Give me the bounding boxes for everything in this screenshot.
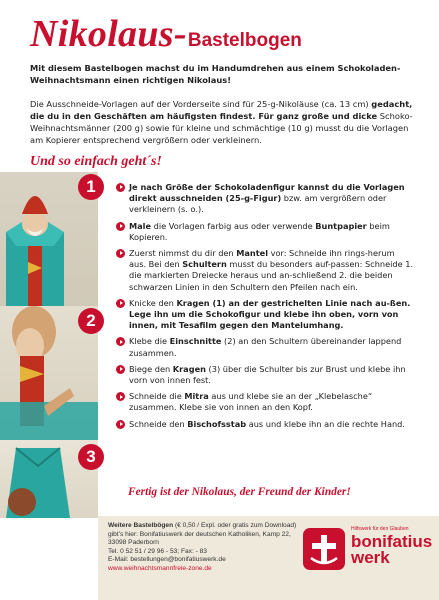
step-text-bold: Mantel — [236, 248, 269, 259]
arrow-bullet-icon — [116, 420, 125, 429]
list-item — [116, 419, 414, 430]
title-main: Nikolaus- — [30, 13, 187, 55]
logo-tagline: Hilfswerk für den Glauben — [351, 526, 409, 532]
arrow-bullet-icon — [116, 299, 125, 308]
list-item — [116, 221, 414, 243]
intro-part-bold: gedacht, die du in den Geschäften am häufigsten findest. Für ganz große und dicke — [30, 99, 413, 121]
step-text: die Vorlagen farbig aus oder verwende — [151, 220, 316, 231]
step-text-bold: Kragen (1) — [176, 297, 226, 308]
footer-website-link[interactable]: www.weihnachtsmannfreie-zone.de — [108, 564, 212, 572]
step-text-bold: an der gestrichelten Linie nach au-ßen. Lege ihn um die Schokofigur und klebe ihn oben, vorn von innen, mit Tesafilm gegen den Mantelumhang. — [129, 297, 411, 331]
step-text: Zuerst nimmst du dir den — [129, 248, 237, 259]
step-text: vor: Schneide ihn rings-herum aus. Bei den — [129, 248, 395, 270]
step-text-bold: Bischofsstab — [187, 418, 247, 429]
list-item — [116, 391, 414, 413]
intro-part-1: Die Ausschneide-Vorlagen auf der Vorderseite sind für 25-g-Nikoläuse (ca. 13 cm) — [30, 99, 372, 109]
page-title — [30, 12, 302, 56]
step-text-bold: Mitra — [184, 391, 209, 402]
list-item — [116, 364, 414, 386]
bonifatiuswerk-logo — [303, 524, 433, 582]
step-text-bold: Buntpapier — [315, 220, 367, 231]
step-text: (3) über die Schulter bis zur Brust und klebe ihn vorn von innen fest. — [129, 363, 406, 386]
list-item — [116, 248, 414, 293]
step-text: beim Kopieren. — [129, 220, 390, 242]
step-text: Schneide den — [129, 418, 188, 429]
step-text: aus und klebe ihn an die rechte Hand. — [246, 418, 405, 429]
logo-name-line-2: werk — [351, 548, 390, 567]
cross-emblem-icon — [303, 528, 345, 570]
intro-bold: Mit diesem Bastelbogen machst du im Handumdrehen aus einem Schokoladen-Weihnachtsmann einen richtigen Nikolaus! — [30, 63, 401, 85]
step-text-bold: Je nach Größe der Schokoladenfigur kannst du die Vorlagen direkt ausschneiden (25-g-Figur) — [129, 182, 405, 204]
list-item — [116, 298, 414, 332]
intro-text — [30, 98, 418, 146]
footer-address: (€ 0,50 / Expl. oder gratis zum Download) gibt’s hier: Bonifatiuswerk der deutschen Katholiken, Kamp 22, 33098 Paderborn — [108, 522, 297, 547]
step-text-bold: Male — [129, 220, 152, 231]
title-sub: Bastelbogen — [187, 30, 302, 51]
footer-contact — [108, 522, 308, 574]
section-heading: Und so einfach geht´s! — [30, 154, 162, 169]
footer — [98, 516, 439, 600]
step-number-2: 2 — [78, 308, 104, 334]
step-text: bzw. am vergrößern oder verkleinern (s. o.). — [129, 193, 387, 215]
step-text-bold: Schultern — [182, 259, 227, 270]
step-text: Schneide die — [129, 391, 185, 402]
step-text-bold: Einschnitte — [169, 336, 222, 347]
step-text-bold: Kragen — [172, 363, 206, 374]
footer-heading: Weitere Bastelbögen — [108, 522, 174, 529]
footer-phone: Tel. 0 52 51 / 29 96 - 53; Fax: - 83 — [108, 547, 207, 555]
logo-name-line-1: bonifatius — [351, 532, 433, 551]
list-item — [116, 336, 414, 358]
closing-line: Fertig ist der Nikolaus, der Freund der Kinder! — [128, 486, 351, 498]
step-text: (2) an den Schultern übereinander lappend zusammen. — [129, 336, 402, 358]
instruction-list — [116, 182, 414, 435]
step-number-1: 1 — [78, 174, 104, 200]
logo-wordmark — [351, 534, 432, 566]
arrow-bullet-icon — [116, 365, 125, 374]
arrow-bullet-icon — [116, 337, 125, 346]
step-text: aus und klebe sie an der „Klebelasche“ zusammen. Klebe sie von innen an den Kopf. — [129, 391, 373, 413]
footer-email[interactable]: E-Mail: bestellungen@bonifatiuswerk.de — [108, 556, 226, 564]
step-text: musst du besonders auf-passen: Schneide 1. die markierten Dreiecke heraus und an-schließend 2. die beiden schwarzen Linien in den Schultern den Pfeilen nach ein. — [129, 259, 414, 292]
arrow-bullet-icon — [116, 249, 125, 258]
arrow-bullet-icon — [116, 183, 125, 192]
step-text: Klebe die — [129, 336, 170, 347]
step-number-3: 3 — [78, 444, 104, 470]
step-text: Knicke den — [129, 297, 177, 308]
arrow-bullet-icon — [116, 222, 125, 231]
list-item — [116, 182, 414, 216]
arrow-bullet-icon — [116, 392, 125, 401]
intro-part-2: Schoko-Weihnachtsmänner (200 g) sowie für kleine und schmächtige (10 g) musst du die Vorlagen am Kopierer entsprechend vergrößern oder verkleinern. — [30, 111, 413, 145]
step-text: Biege den — [129, 363, 173, 374]
